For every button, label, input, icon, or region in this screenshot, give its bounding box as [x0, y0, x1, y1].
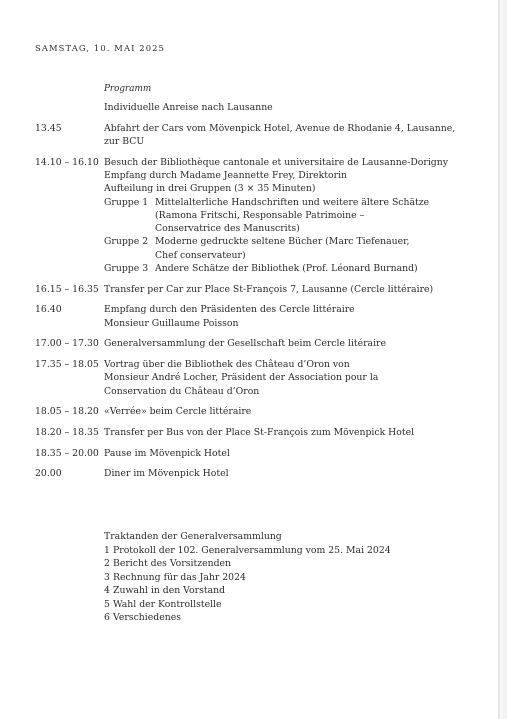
schedule-row — [35, 283, 485, 296]
traktandum-text: Protokoll der 102. Generalversammlung vom 25. Mai 2024 — [113, 544, 391, 556]
schedule-row — [35, 122, 485, 149]
schedule-line: Vortrag über die Bibliothek des Château d’Oron von — [104, 359, 350, 371]
schedule-description — [104, 122, 485, 149]
schedule-line: zur BCU — [104, 135, 145, 147]
tour-group-label: Gruppe 3 — [104, 263, 149, 275]
schedule-description — [104, 447, 485, 460]
tour-group-line: Andere Schätze der Bibliothek (Prof. Léonard Burnand) — [155, 263, 418, 275]
schedule-description — [104, 156, 485, 276]
schedule-line: Conservation du Château d’Oron — [104, 385, 260, 397]
tour-group-label: Gruppe 2 — [104, 236, 149, 248]
traktandum-item — [104, 544, 391, 558]
schedule-time: 17.00 – 17.30 — [35, 338, 99, 350]
date-header: SAMSTAG, 10. MAI 2025 — [35, 43, 165, 53]
schedule-description — [104, 467, 485, 480]
schedule-line: Diner im Mövenpick Hotel — [104, 468, 229, 480]
schedule-time: 18.35 – 20.00 — [35, 447, 99, 459]
traktandum-text: Rechnung für das Jahr 2024 — [113, 571, 246, 583]
schedule-time: 18.05 – 18.20 — [35, 406, 99, 418]
traktanden-list — [104, 544, 391, 625]
traktandum-line — [104, 571, 391, 585]
schedule-description — [104, 303, 485, 330]
schedule-description — [104, 358, 485, 398]
traktandum-line — [104, 598, 391, 612]
schedule-line: Individuelle Anreise nach Lausanne — [104, 102, 273, 113]
traktandum-number: 3 — [104, 571, 110, 583]
schedule-line: «Verrée» beim Cercle littéraire — [104, 406, 252, 418]
schedule-time: 20.00 — [35, 468, 62, 480]
schedule-row — [35, 337, 485, 350]
schedule-row — [35, 405, 485, 418]
schedule-description — [104, 101, 485, 114]
tour-group — [104, 235, 485, 262]
schedule-line: Monsieur Guillaume Poisson — [104, 317, 239, 329]
traktanden-title: Traktanden der Generalversammlung — [104, 531, 282, 542]
tour-group-description — [155, 235, 485, 262]
traktandum-number: 2 — [104, 558, 110, 569]
schedule-line: Empfang durch Madame Jeannette Frey, Direktorin — [104, 169, 348, 181]
schedule-description — [104, 283, 485, 296]
schedule-description — [104, 426, 485, 439]
traktandum-number: 5 — [104, 598, 110, 610]
schedule-row — [35, 358, 485, 398]
traktandum-number: 6 — [104, 612, 110, 623]
traktandum-number: 1 — [104, 544, 110, 556]
traktandum-item — [104, 571, 391, 585]
schedule-time: 14.10 – 16.10 — [35, 156, 99, 168]
page-edge — [502, 0, 507, 719]
schedule-time: 13.45 — [35, 122, 62, 134]
schedule-line: Transfer per Bus von der Place St-François zum Mövenpick Hotel — [104, 427, 415, 439]
traktandum-item — [104, 611, 391, 625]
traktandum-line — [104, 544, 391, 558]
tour-group-description — [155, 196, 485, 236]
schedule-time: 16.40 — [35, 304, 62, 316]
traktandum-line — [104, 611, 391, 625]
tour-group-line: Moderne gedruckte seltene Bücher (Marc Tiefenauer, — [155, 236, 410, 248]
traktandum-item — [104, 584, 391, 598]
schedule-list — [35, 101, 485, 488]
schedule-row — [35, 447, 485, 460]
schedule-time: 16.15 – 16.35 — [35, 283, 99, 295]
tour-group-line: Conservatrice des Manuscrits) — [155, 223, 300, 235]
schedule-row — [35, 467, 485, 480]
schedule-line: Empfang durch den Präsidenten des Cercle littéraire — [104, 304, 355, 316]
traktandum-line — [104, 584, 391, 598]
schedule-time: 18.20 – 18.35 — [35, 427, 99, 439]
schedule-row — [35, 156, 485, 276]
schedule-description — [104, 337, 485, 350]
traktandum-item — [104, 598, 391, 612]
schedule-time: 17.35 – 18.05 — [35, 359, 99, 371]
traktandum-text: Verschiedenes — [113, 612, 181, 623]
schedule-line: Aufteilung in drei Gruppen (3 × 35 Minuten) — [104, 183, 316, 195]
schedule-line: Besuch der Bibliothèque cantonale et universitaire de Lausanne-Dorigny — [104, 156, 448, 168]
schedule-row — [35, 303, 485, 330]
programm-heading: Programm — [104, 84, 152, 94]
traktandum-line — [104, 557, 391, 571]
schedule-row — [35, 101, 485, 114]
traktandum-text: Wahl der Kontrollstelle — [113, 598, 222, 610]
tour-group-description — [155, 262, 485, 275]
schedule-row — [35, 426, 485, 439]
traktandum-text: Zuwahl in den Vorstand — [113, 585, 226, 596]
schedule-description — [104, 405, 485, 418]
tour-group — [104, 196, 485, 236]
tour-group — [104, 262, 485, 275]
schedule-line: Transfer per Car zur Place St-François 7, Lausanne (Cercle littéraire) — [104, 283, 434, 295]
tour-group-line: Mittelalterliche Handschriften und weitere ältere Schätze — [155, 196, 430, 208]
tour-group-line: Chef conservateur) — [155, 249, 246, 261]
traktandum-item — [104, 557, 391, 571]
schedule-line: Abfahrt der Cars vom Mövenpick Hotel, Avenue de Rhodanie 4, Lausanne, — [104, 122, 456, 134]
traktanden-section — [104, 530, 391, 625]
tour-group-line: (Ramona Fritschi, Responsable Patrimoine – — [155, 209, 365, 221]
schedule-line: Generalversammlung der Gesellschaft beim Cercle litéraire — [104, 338, 387, 350]
schedule-line: Pause im Mövenpick Hotel — [104, 447, 230, 459]
tour-group-label: Gruppe 1 — [104, 196, 149, 208]
schedule-line: Monsieur André Locher, Präsident der Association pour la — [104, 372, 379, 384]
traktandum-number: 4 — [104, 585, 110, 596]
traktandum-text: Bericht des Vorsitzenden — [113, 558, 232, 569]
